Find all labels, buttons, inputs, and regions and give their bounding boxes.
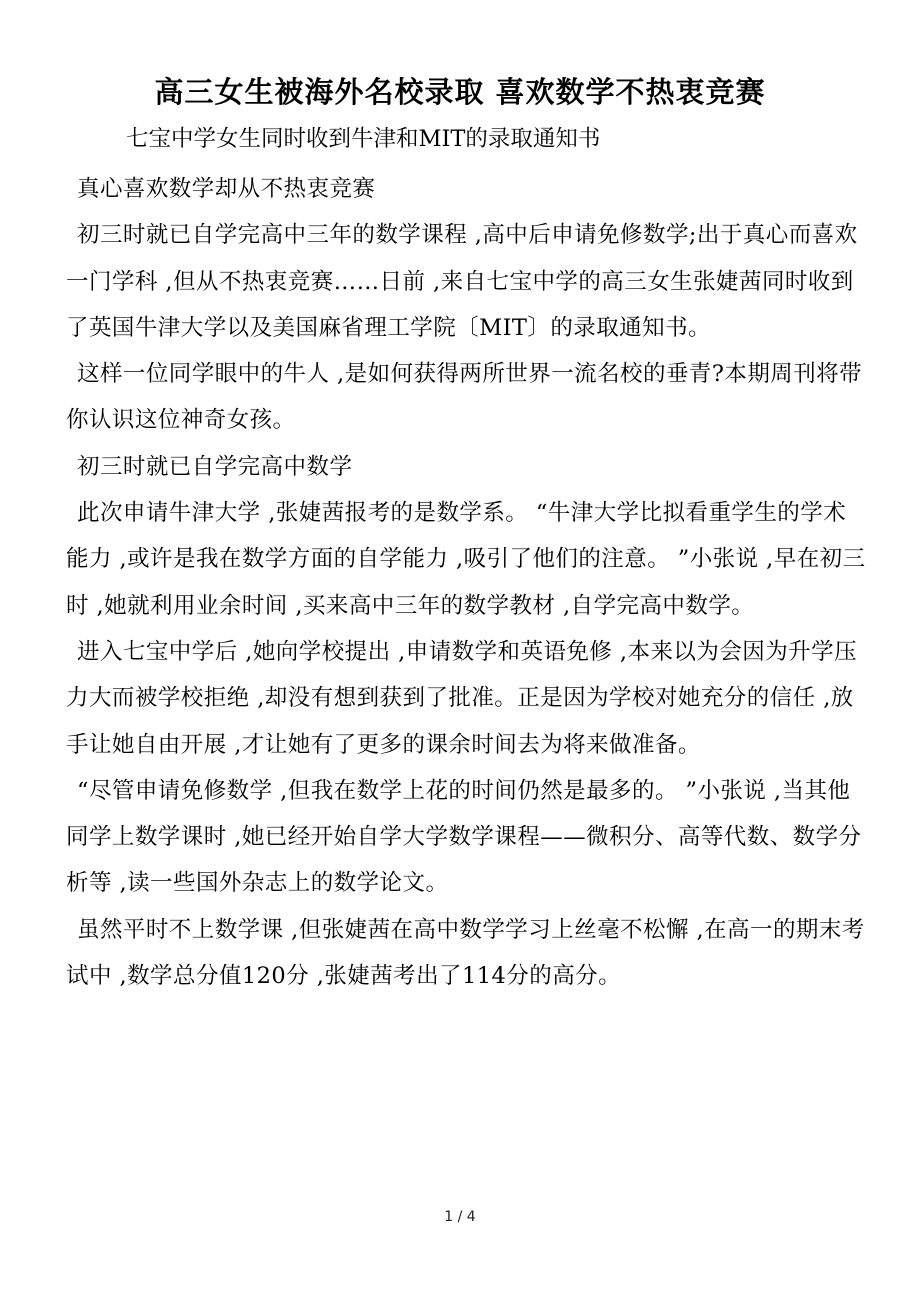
- body-paragraph: 此次申请牛津大学 ,张婕茜报考的是数学系。 “牛津大学比拟看重学生的学术能力 ,或许是我在数学方面的自学能力 ,吸引了他们的注意。 ”小张说 ,早在初三时 ,她就利用业余时间 ,买来高中三年的数学教材 ,自学完高中数学。: [66, 500, 866, 619]
- body-paragraph: 虽然平时不上数学课 ,但张婕茜在高中数学学习上丝毫不松懈 ,在高一的期末考试中 ,数学总分值120分 ,张婕茜考出了114分的高分。: [66, 916, 865, 990]
- document-title: 高三女生被海外名校录取 喜欢数学不热衷竞赛: [154, 75, 766, 109]
- body-paragraph: 进入七宝中学后 ,她向学校提出 ,申请数学和英语免修 ,本来以为会因为升学压力大而被学校拒绝 ,却没有想到获到了批准。正是因为学校对她充分的信任 ,放手让她自由开展 ,才让她有了更多的课余时间去为将来做准备。: [66, 638, 858, 758]
- section-heading: 初三时就已自学完高中数学: [77, 453, 353, 480]
- body-paragraph: 这样一位同学眼中的牛人 ,是如何获得两所世界一流名校的垂青?本期周刊将带你认识这位神奇女孩。: [66, 361, 863, 434]
- body-paragraph: “尽管申请免修数学 ,但我在数学上花的时间仍然是最多的。 ”小张说 ,当其他同学上数学课时 ,她已经开始自学大学数学课程——微积分、高等代数、数学分析等 ,读一些国外杂志上的数学论文。: [66, 777, 862, 897]
- document-body: [66, 166, 866, 999]
- document-subtitle: 七宝中学女生同时收到牛津和MIT的录取通知书: [126, 126, 601, 152]
- page-number: 1 / 4: [444, 1209, 476, 1225]
- section-heading: 真心喜欢数学却从不热衷竞赛: [77, 176, 376, 202]
- body-paragraph: 初三时就已自学完高中三年的数学课程 ,高中后申请免修数学;出于真心而喜欢一门学科 ,但从不热衷竞赛……日前 ,来自七宝中学的高三女生张婕茜同时收到了英国牛津大学以及美国麻省理工学院〔MIT〕的录取通知书。: [66, 222, 858, 341]
